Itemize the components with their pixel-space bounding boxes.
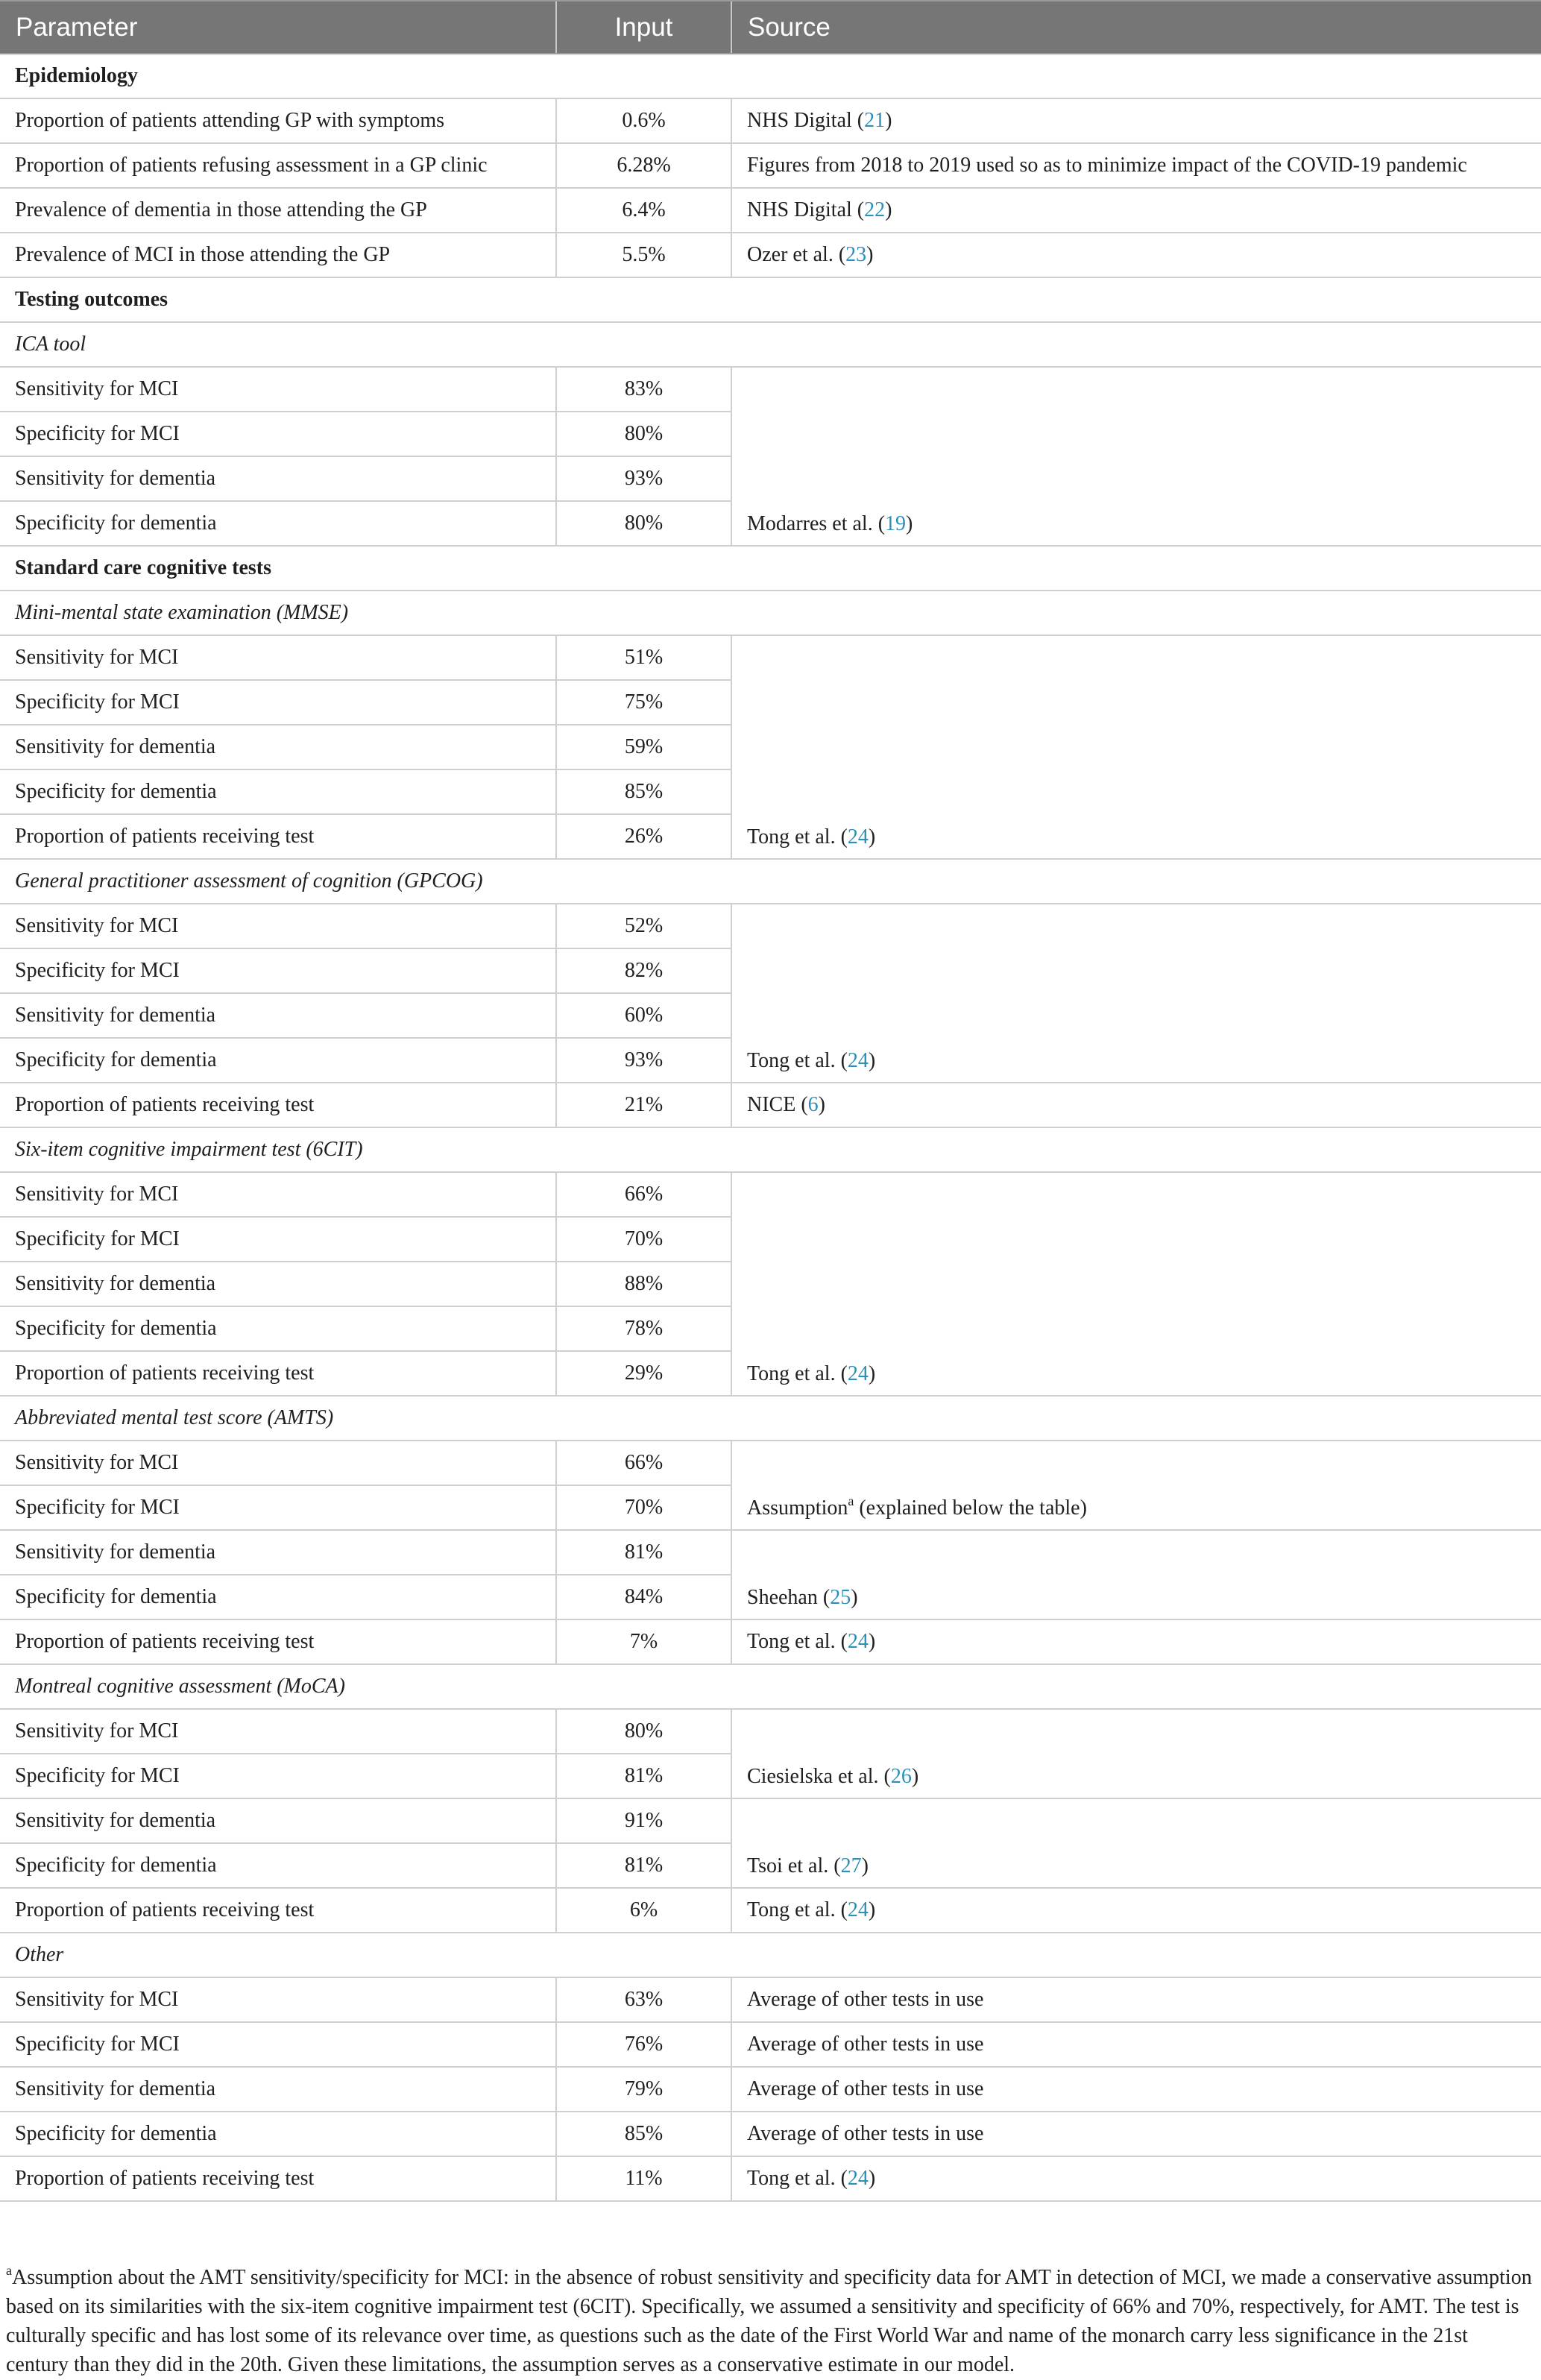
param-cell: Specificity for dementia (0, 1038, 556, 1083)
param-cell: Sensitivity for MCI (0, 1977, 556, 2022)
input-cell: 81% (556, 1754, 731, 1798)
footnote-text: Assumption about the AMT sensitivity/specificity for MCI: in the absence of robust sensitivity and specificity data for AMT in detection of MCI, we made a conservative assumption based on its similarities with the six-item cognitive impairment test (6CIT). Specifically, we assumed a sensitivity and specificity of 66% and 70%, respectively, for AMT. The test is culturally specific and has lost some of its relevance over time, as questions such as the date of the First World War and name of the monarch carry less significance in the 21st century than they did in the 20th. Given these limitations, the assumption serves as a conservative estimate in our model. (6, 2266, 1532, 2376)
header-source: Source (731, 1, 1541, 54)
param-cell: Sensitivity for dementia (0, 2067, 556, 2112)
input-cell: 91% (556, 1798, 731, 1843)
citation-link[interactable]: 24 (847, 1630, 869, 1653)
table-row (0, 143, 1541, 188)
table-row (0, 233, 1541, 277)
param-cell: Sensitivity for dementia (0, 1262, 556, 1306)
input-cell: 63% (556, 1977, 731, 2022)
table-row (0, 2022, 1541, 2067)
table-row (0, 1888, 1541, 1933)
table-row (0, 2112, 1541, 2156)
input-cell: 78% (556, 1306, 731, 1351)
table-row (0, 98, 1541, 143)
param-cell: Specificity for MCI (0, 1217, 556, 1262)
input-cell: 60% (556, 993, 731, 1038)
source-cell: Average of other tests in use (731, 2067, 1541, 2112)
footnote-marker: a (848, 1493, 854, 1508)
input-cell: 0.6% (556, 98, 731, 143)
input-cell: 85% (556, 2112, 731, 2156)
input-cell: 7% (556, 1619, 731, 1664)
citation-link[interactable]: 21 (864, 109, 886, 132)
subsection-6cit: Six-item cognitive impairment test (6CIT) (0, 1127, 1541, 1172)
citation-link[interactable]: 24 (847, 825, 869, 849)
source-cell: Tong et al. (24) (731, 1888, 1541, 1933)
table-row (0, 635, 1541, 680)
param-cell: Sensitivity for MCI (0, 635, 556, 680)
citation-link[interactable]: 24 (847, 1898, 869, 1921)
param-cell: Proportion of patients receiving test (0, 1619, 556, 1664)
citation-link[interactable]: 27 (840, 1854, 862, 1877)
source-cell: Tong et al. (24) (731, 1172, 1541, 1396)
input-cell: 76% (556, 2022, 731, 2067)
source-cell: Ozer et al. (23) (731, 233, 1541, 277)
input-cell: 59% (556, 725, 731, 769)
source-cell: NICE (6) (731, 1083, 1541, 1127)
param-cell: Sensitivity for dementia (0, 1798, 556, 1843)
citation-link[interactable]: 23 (845, 243, 867, 266)
input-cell: 52% (556, 904, 731, 948)
subsection-other: Other (0, 1933, 1541, 1977)
table-row (0, 1083, 1541, 1127)
input-cell: 81% (556, 1843, 731, 1888)
table-row (0, 1798, 1541, 1843)
source-cell: Figures from 2018 to 2019 used so as to minimize impact of the COVID-19 pandemic (731, 143, 1541, 188)
input-cell: 80% (556, 412, 731, 456)
param-cell: Sensitivity for dementia (0, 1530, 556, 1575)
param-cell: Specificity for MCI (0, 412, 556, 456)
input-cell: 51% (556, 635, 731, 680)
subsection-mmse: Mini-mental state examination (MMSE) (0, 591, 1541, 635)
input-cell: 70% (556, 1217, 731, 1262)
param-cell: Prevalence of dementia in those attending the GP (0, 188, 556, 233)
header-input: Input (556, 1, 731, 54)
citation-link[interactable]: 26 (890, 1765, 912, 1788)
header-parameter: Parameter (0, 1, 556, 54)
source-cell: Modarres et al. (19) (731, 367, 1541, 546)
param-cell: Specificity for dementia (0, 1575, 556, 1619)
input-cell: 29% (556, 1351, 731, 1396)
source-cell: Sheehan (25) (731, 1530, 1541, 1619)
param-cell: Sensitivity for MCI (0, 367, 556, 412)
source-cell: Tong et al. (24) (731, 1619, 1541, 1664)
input-cell: 80% (556, 1709, 731, 1754)
input-cell: 82% (556, 948, 731, 993)
input-cell: 21% (556, 1083, 731, 1127)
param-cell: Sensitivity for MCI (0, 904, 556, 948)
param-cell: Specificity for dementia (0, 769, 556, 814)
source-cell: Tong et al. (24) (731, 904, 1541, 1083)
table-row (0, 1709, 1541, 1754)
param-cell: Sensitivity for MCI (0, 1172, 556, 1217)
param-cell: Sensitivity for dementia (0, 456, 556, 501)
input-cell: 85% (556, 769, 731, 814)
source-cell: Ciesielska et al. (26) (731, 1709, 1541, 1798)
table-row (0, 1619, 1541, 1664)
subsection-amts: Abbreviated mental test score (AMTS) (0, 1396, 1541, 1441)
section-heading-standard-care: Standard care cognitive tests (0, 546, 1541, 591)
citation-link[interactable]: 25 (830, 1586, 851, 1609)
source-cell: NHS Digital (22) (731, 188, 1541, 233)
input-cell: 84% (556, 1575, 731, 1619)
input-cell: 70% (556, 1485, 731, 1530)
param-cell: Proportion of patients receiving test (0, 1888, 556, 1933)
citation-link[interactable]: 22 (864, 198, 886, 221)
input-cell: 66% (556, 1172, 731, 1217)
input-cell: 6% (556, 1888, 731, 1933)
input-cell: 81% (556, 1530, 731, 1575)
param-cell: Proportion of patients attending GP with symptoms (0, 98, 556, 143)
table-row (0, 1172, 1541, 1217)
input-cell: 6.28% (556, 143, 731, 188)
input-cell: 66% (556, 1441, 731, 1485)
param-cell: Specificity for MCI (0, 2022, 556, 2067)
param-cell: Specificity for dementia (0, 2112, 556, 2156)
citation-link[interactable]: 19 (885, 512, 907, 535)
param-cell: Sensitivity for dementia (0, 725, 556, 769)
section-heading-epidemiology: Epidemiology (0, 54, 1541, 98)
table-row (0, 188, 1541, 233)
source-cell: Assumption$^a$ (explained below the table) (731, 1441, 1541, 1530)
param-cell: Specificity for MCI (0, 948, 556, 993)
input-cell: 80% (556, 501, 731, 546)
input-cell: 93% (556, 456, 731, 501)
param-cell: Sensitivity for MCI (0, 1441, 556, 1485)
source-cell: Average of other tests in use (731, 2022, 1541, 2067)
table-row (0, 904, 1541, 948)
source-cell: Average of other tests in use (731, 1977, 1541, 2022)
input-cell: 11% (556, 2156, 731, 2201)
input-cell: 93% (556, 1038, 731, 1083)
param-cell: Proportion of patients refusing assessment in a GP clinic (0, 143, 556, 188)
input-cell: 88% (556, 1262, 731, 1306)
source-cell: Tsoi et al. (27) (731, 1798, 1541, 1888)
citation-link[interactable]: 24 (847, 2167, 869, 2190)
header-row (0, 1, 1541, 54)
param-cell: Specificity for dementia (0, 1306, 556, 1351)
input-cell: 83% (556, 367, 731, 412)
table-row (0, 2156, 1541, 2201)
source-cell: Average of other tests in use (731, 2112, 1541, 2156)
input-cell: 6.4% (556, 188, 731, 233)
source-cell: Tong et al. (24) (731, 635, 1541, 859)
footnote-marker: a (6, 2262, 12, 2278)
table-row (0, 1977, 1541, 2022)
param-cell: Sensitivity for MCI (0, 1709, 556, 1754)
citation-link[interactable]: 24 (847, 1362, 869, 1385)
table-row (0, 367, 1541, 412)
table-footnote (6, 2263, 1534, 2379)
input-cell: 75% (556, 680, 731, 725)
param-cell: Proportion of patients receiving test (0, 1083, 556, 1127)
table-row (0, 1441, 1541, 1485)
subsection-ica-tool: ICA tool (0, 322, 1541, 367)
input-cell: 26% (556, 814, 731, 859)
source-cell: NHS Digital (21) (731, 98, 1541, 143)
param-cell: Sensitivity for dementia (0, 993, 556, 1038)
subsection-moca: Montreal cognitive assessment (MoCA) (0, 1664, 1541, 1709)
citation-link[interactable]: 6 (807, 1093, 819, 1116)
param-cell: Specificity for MCI (0, 680, 556, 725)
section-heading-testing-outcomes: Testing outcomes (0, 277, 1541, 322)
param-cell: Specificity for dementia (0, 1843, 556, 1888)
input-cell: 79% (556, 2067, 731, 2112)
citation-link[interactable]: 24 (847, 1049, 869, 1072)
param-cell: Prevalence of MCI in those attending the GP (0, 233, 556, 277)
table-row (0, 2067, 1541, 2112)
param-cell: Proportion of patients receiving test (0, 814, 556, 859)
table-row (0, 1530, 1541, 1575)
input-cell: 5.5% (556, 233, 731, 277)
source-cell: Tong et al. (24) (731, 2156, 1541, 2201)
param-cell: Specificity for dementia (0, 501, 556, 546)
param-cell: Proportion of patients receiving test (0, 1351, 556, 1396)
param-cell: Proportion of patients receiving test (0, 2156, 556, 2201)
param-cell: Specificity for MCI (0, 1754, 556, 1798)
param-cell: Specificity for MCI (0, 1485, 556, 1530)
subsection-gpcog: General practitioner assessment of cognition (GPCOG) (0, 859, 1541, 904)
